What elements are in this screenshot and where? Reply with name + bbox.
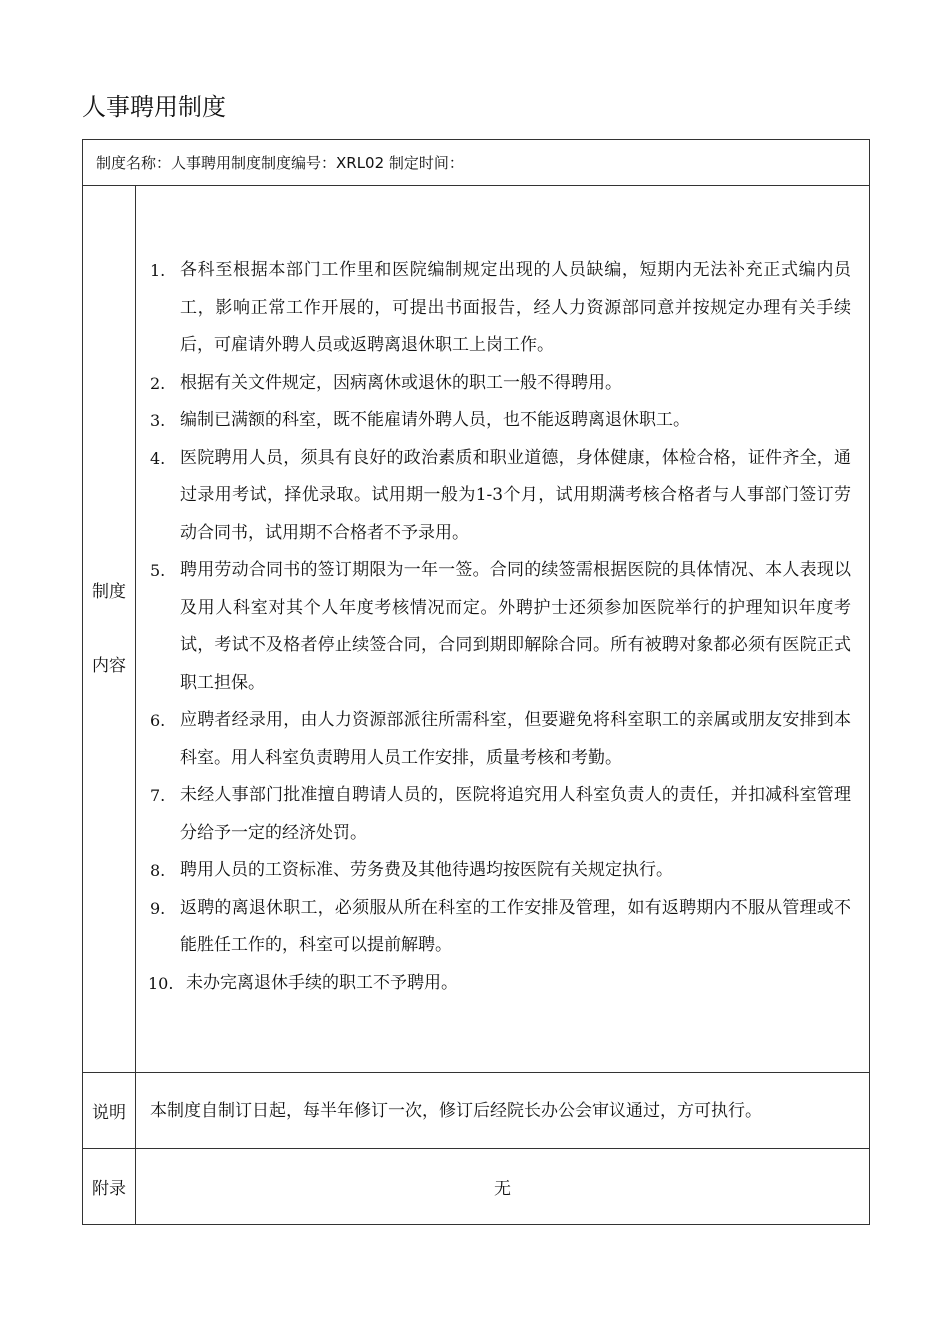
note-label: 说明 [83, 1073, 136, 1149]
rule-item [150, 252, 851, 365]
document-title: 人事聘用制度 [82, 93, 226, 121]
rule-number: 8. [150, 861, 166, 880]
rule-number: 1. [150, 261, 166, 280]
note-row [83, 1073, 870, 1149]
rule-text: 编制已满额的科室，既不能雇请外聘人员，也不能返聘离退休职工。 [180, 410, 690, 430]
rule-item [150, 890, 851, 965]
rule-item [150, 777, 851, 852]
rule-text: 未办完离退休手续的职工不予聘用。 [186, 972, 458, 993]
rule-item [150, 965, 851, 1003]
content-label-line1: 制度 [92, 582, 126, 602]
rule-item [150, 852, 851, 890]
appendix-row [83, 1149, 870, 1225]
rules-list [150, 252, 851, 1002]
rule-number: 7. [150, 786, 166, 805]
rule-item [150, 440, 851, 553]
policy-header-cell: 制度名称：人事聘用制度制度编号：XRL02 制定时间： [83, 140, 870, 186]
rule-number: 4. [150, 448, 166, 468]
header-row [83, 140, 870, 186]
rule-item [150, 552, 851, 702]
rule-number: 3. [150, 411, 166, 430]
rule-text: 返聘的离退休职工，必须服从所在科室的工作安排及管理，如有返聘期内不服从管理或不能胜任工作的，科室可以提前解聘。 [180, 897, 852, 955]
rule-number: 9. [150, 898, 166, 918]
rule-number: 10. [148, 973, 174, 993]
content-cell [136, 186, 870, 1073]
content-row [83, 186, 870, 1073]
rule-text: 聘用人员的工资标准、劳务费及其他待遇均按医院有关规定执行。 [180, 860, 673, 880]
rule-number: 5. [150, 561, 166, 580]
rule-text: 应聘者经录用，由人力资源部派往所需科室，但要避免将科室职工的亲属或朋友安排到本科室。用人科室负责聘用人员工作安排，质量考核和考勤。 [180, 710, 852, 768]
rule-item [150, 702, 851, 777]
rule-text: 各科至根据本部门工作里和医院编制规定出现的人员缺编，短期内无法补充正式编内员工，影响正常工作开展的，可提出书面报告，经人力资源部同意并按规定办理有关手续后，可雇请外聘人员或返聘离退休职工上岗工作。 [180, 260, 852, 355]
rule-text: 未经人事部门批准擅自聘请人员的，医院将追究用人科室负责人的责任，并扣减科室管理分给予一定的经济处罚。 [180, 785, 852, 843]
note-text: 本制度自制订日起，每半年修订一次，修订后经院长办公会审议通过，方可执行。 [136, 1073, 870, 1149]
rule-number: 2. [150, 373, 166, 393]
rule-item [150, 365, 851, 403]
rule-number: 6. [150, 711, 166, 730]
content-label-line2: 内容 [92, 656, 126, 676]
rule-item [150, 402, 851, 440]
appendix-label: 附录 [83, 1149, 136, 1225]
appendix-text: 无 [136, 1149, 870, 1225]
rule-text: 根据有关文件规定，因病离休或退休的职工一般不得聘用。 [180, 372, 622, 393]
rule-text: 聘用劳动合同书的签订期限为一年一签。合同的续签需根据医院的具体情况、本人表现以及用人科室对其个人年度考核情况而定。外聘护士还须参加医院举行的护理知识年度考试，考试不及格者停止续签合同，合同到期即解除合同。所有被聘对象都必须有医院正式职工担保。 [180, 560, 852, 693]
content-label-cell [83, 186, 136, 1073]
policy-table [82, 139, 870, 1225]
rule-text: 医院聘用人员，须具有良好的政治素质和职业道德，身体健康，体检合格，证件齐全，通过录用考试，择优录取。试用期一般为1-3个月，试用期满考核合格者与人事部门签订劳动合同书，试用期不合格者不予录用。 [180, 447, 852, 543]
